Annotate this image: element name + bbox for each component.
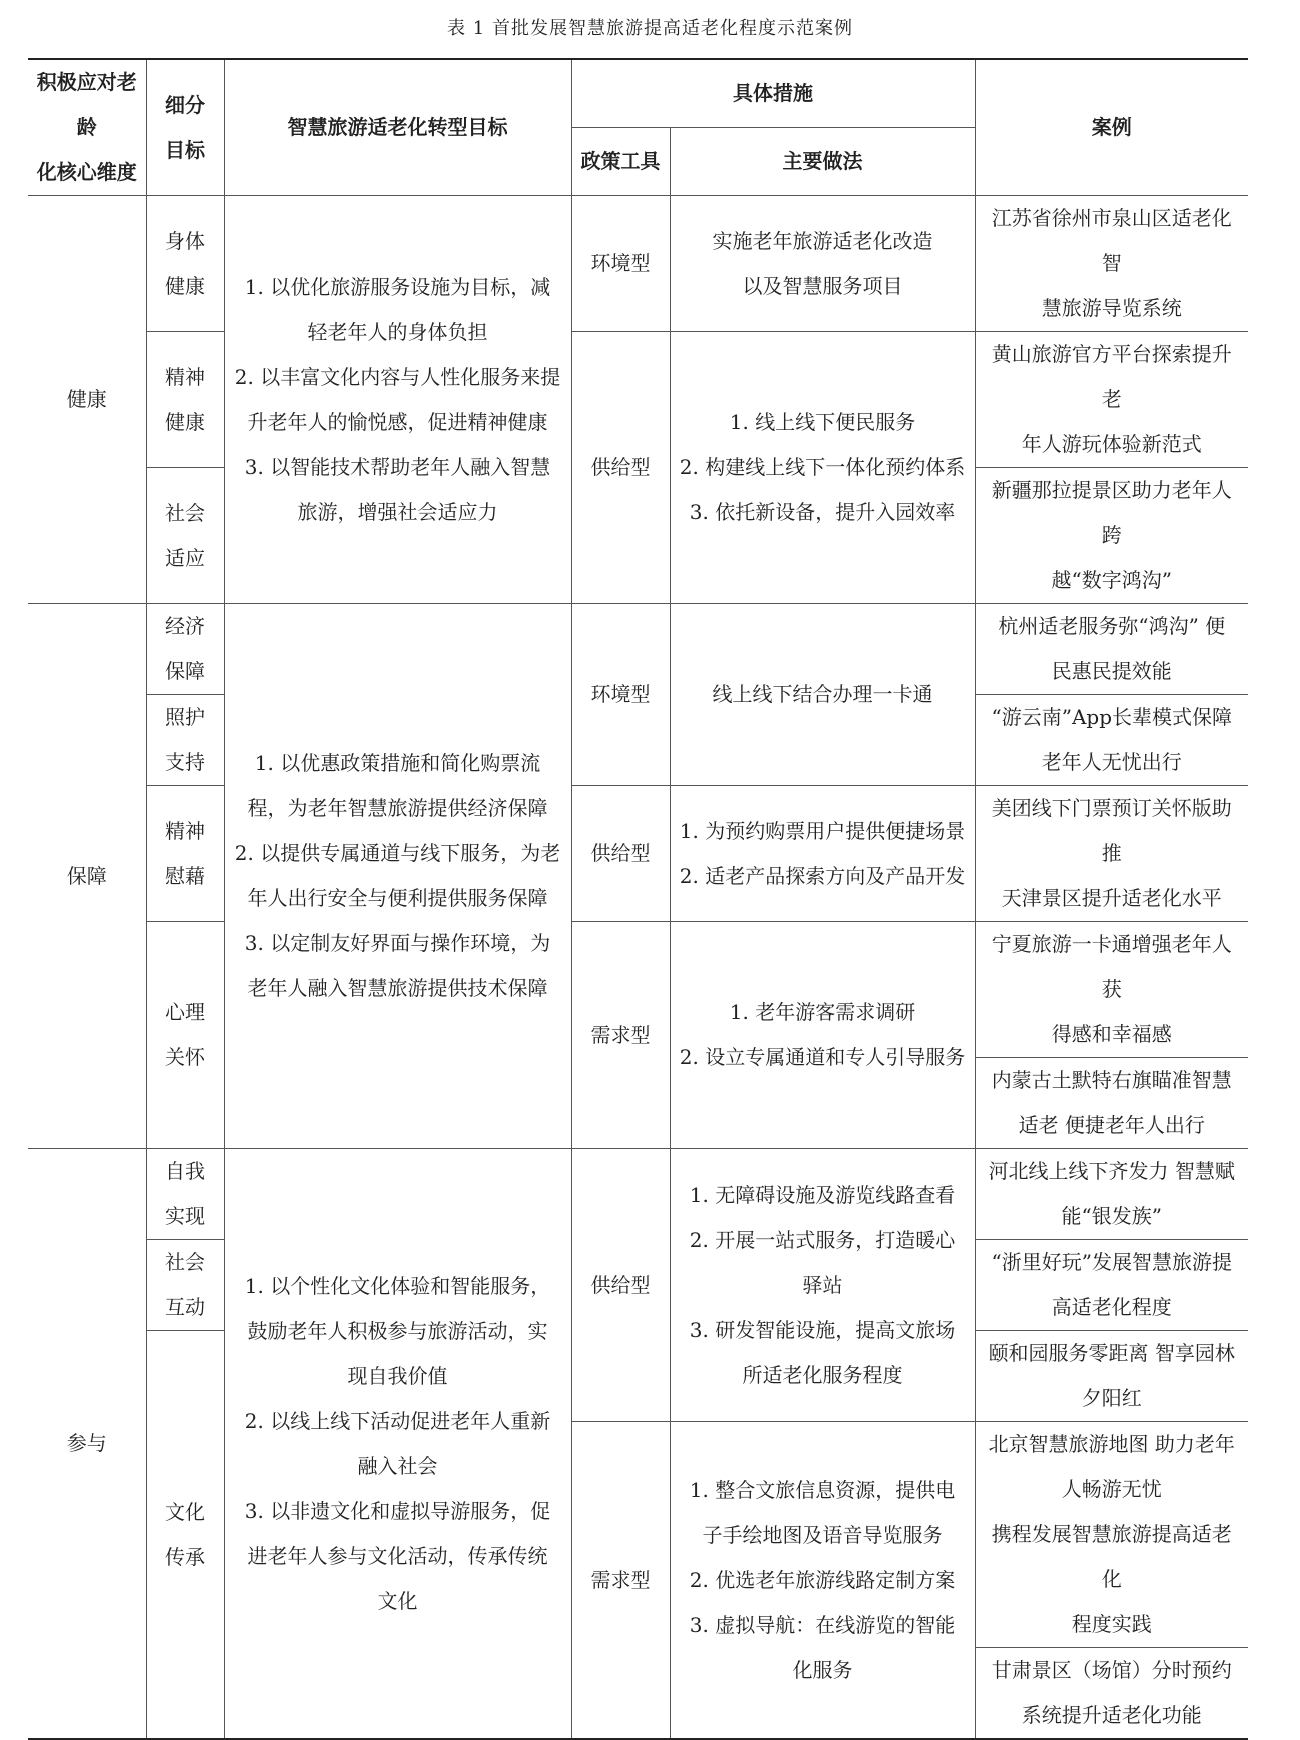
case-cell: 杭州适老服务弥“鸿沟” 便 民惠民提效能: [975, 604, 1248, 695]
case-cell: “游云南”App长辈模式保障 老年人无忧出行: [975, 695, 1248, 786]
case-cell: 内蒙古土默特右旗瞄准智慧 适老 便捷老年人出行: [975, 1058, 1248, 1149]
case-cell: 宁夏旅游一卡通增强老年人获 得感和幸福感: [975, 922, 1248, 1058]
sub-goal-cell: 心理 关怀: [146, 922, 224, 1149]
case-cell: 美团线下门票预订关怀版助推 天津景区提升适老化水平: [975, 786, 1248, 922]
dimension-cell: 健康: [28, 196, 146, 604]
practice-cell: 1. 线上线下便民服务 2. 构建线上线下一体化预约体系 3. 依托新设备，提升入园效率: [670, 332, 975, 604]
header-cases: 案例: [975, 59, 1248, 196]
policy-tool-cell: 环境型: [571, 604, 670, 786]
case-cell: 甘肃景区（场馆）分时预约 系统提升适老化功能: [975, 1648, 1248, 1740]
dimension-cell: 保障: [28, 604, 146, 1149]
sub-goal-cell: 文化 传承: [146, 1331, 224, 1740]
sub-goal-cell: 照护 支持: [146, 695, 224, 786]
sub-goal-cell: 精神 健康: [146, 332, 224, 468]
sub-goal-cell: 自我 实现: [146, 1149, 224, 1240]
header-policy-tool: 政策工具: [571, 128, 670, 196]
case-cell: 北京智慧旅游地图 助力老年 人畅游无忧 携程发展智慧旅游提高适老化 程度实践: [975, 1422, 1248, 1648]
policy-tool-cell: 需求型: [571, 1422, 670, 1740]
case-cell: 黄山旅游官方平台探索提升老 年人游玩体验新范式: [975, 332, 1248, 468]
target-cell: 1. 以优化旅游服务设施为目标，减 轻老年人的身体负担 2. 以丰富文化内容与人性化服务来提 升老年人的愉悦感，促进精神健康 3. 以智能技术帮助老年人融入智慧 旅游，增强社会适应力: [224, 196, 571, 604]
header-measures: 具体措施: [571, 59, 975, 128]
practice-cell: 实施老年旅游适老化改造 以及智慧服务项目: [670, 196, 975, 332]
practice-cell: 1. 为预约购票用户提供便捷场景 2. 适老产品探索方向及产品开发: [670, 786, 975, 922]
case-cell: 新疆那拉提景区助力老年人跨 越“数字鸿沟”: [975, 468, 1248, 604]
policy-tool-cell: 供给型: [571, 786, 670, 922]
header-main-practice: 主要做法: [670, 128, 975, 196]
case-cell: “浙里好玩”发展智慧旅游提 高适老化程度: [975, 1240, 1248, 1331]
case-cell: 江苏省徐州市泉山区适老化智 慧旅游导览系统: [975, 196, 1248, 332]
case-cell: 颐和园服务零距离 智享园林 夕阳红: [975, 1331, 1248, 1422]
sub-goal-cell: 社会 互动: [146, 1240, 224, 1331]
sub-goal-cell: 经济 保障: [146, 604, 224, 695]
policy-tool-cell: 需求型: [571, 922, 670, 1149]
cases-table: [28, 58, 1248, 1740]
policy-tool-cell: 供给型: [571, 332, 670, 604]
header-dimension: 积极应对老龄 化核心维度: [28, 59, 146, 196]
table-caption: 表 1 首批发展智慧旅游提高适老化程度示范案例: [447, 18, 853, 39]
sub-goal-cell: 社会 适应: [146, 468, 224, 604]
practice-cell: 线上线下结合办理一卡通: [670, 604, 975, 786]
target-cell: 1. 以个性化文化体验和智能服务， 鼓励老年人积极参与旅游活动，实 现自我价值 2. 以线上线下活动促进老年人重新 融入社会 3. 以非遗文化和虚拟导游服务，促 进老年人参与文化活动，传承传统 文化: [224, 1149, 571, 1740]
case-cell: 河北线上线下齐发力 智慧赋 能“银发族”: [975, 1149, 1248, 1240]
policy-tool-cell: 环境型: [571, 196, 670, 332]
dimension-cell: 参与: [28, 1149, 146, 1740]
practice-cell: 1. 无障碍设施及游览线路查看 2. 开展一站式服务，打造暖心 驿站 3. 研发智能设施，提高文旅场 所适老化服务程度: [670, 1149, 975, 1422]
header-sub-goal: 细分 目标: [146, 59, 224, 196]
header-target: 智慧旅游适老化转型目标: [224, 59, 571, 196]
policy-tool-cell: 供给型: [571, 1149, 670, 1422]
target-cell: 1. 以优惠政策措施和简化购票流 程，为老年智慧旅游提供经济保障 2. 以提供专属通道与线下服务，为老 年人出行安全与便利提供服务保障 3. 以定制友好界面与操作环境，为 老年人融入智慧旅游提供技术保障: [224, 604, 571, 1149]
practice-cell: 1. 老年游客需求调研 2. 设立专属通道和专人引导服务: [670, 922, 975, 1149]
sub-goal-cell: 精神 慰藉: [146, 786, 224, 922]
sub-goal-cell: 身体 健康: [146, 196, 224, 332]
practice-cell: 1. 整合文旅信息资源，提供电 子手绘地图及语音导览服务 2. 优选老年旅游线路定制方案 3. 虚拟导航：在线游览的智能 化服务: [670, 1422, 975, 1740]
